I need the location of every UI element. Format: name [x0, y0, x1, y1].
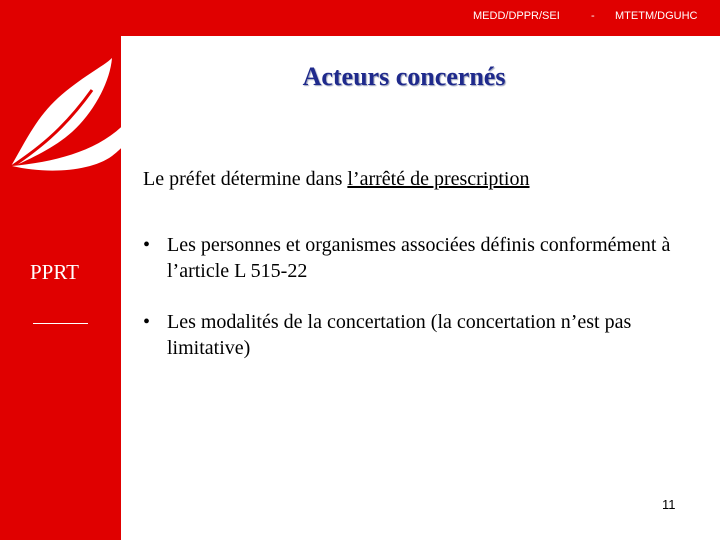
header-right-text: MTETM/DGUHC — [615, 10, 698, 22]
list-item — [143, 232, 703, 284]
page-title: Acteurs concernés — [302, 62, 506, 91]
list-item — [143, 309, 703, 361]
bullet-text: Les personnes et organismes associées définis conformément à l’article L 515-22 — [167, 234, 671, 282]
bullet-marker: • — [143, 311, 151, 333]
bullet-marker: • — [143, 234, 151, 256]
intro-text — [143, 168, 530, 191]
intro-prefix: Le préfet détermine dans — [143, 168, 348, 190]
header-left-text: MEDD/DPPR/SEI — [473, 10, 560, 22]
bullet-text: Les modalités de la concertation (la concertation n’est pas limitative) — [167, 311, 632, 359]
intro-underlined: l’arrêté de prescription — [347, 168, 530, 190]
page-number: 11 — [662, 497, 676, 512]
leaf-logo-icon — [6, 40, 164, 175]
header-separator: - — [591, 10, 595, 22]
bullet-list — [143, 232, 703, 386]
side-divider — [33, 323, 88, 324]
side-label: PPRT — [30, 260, 79, 284]
